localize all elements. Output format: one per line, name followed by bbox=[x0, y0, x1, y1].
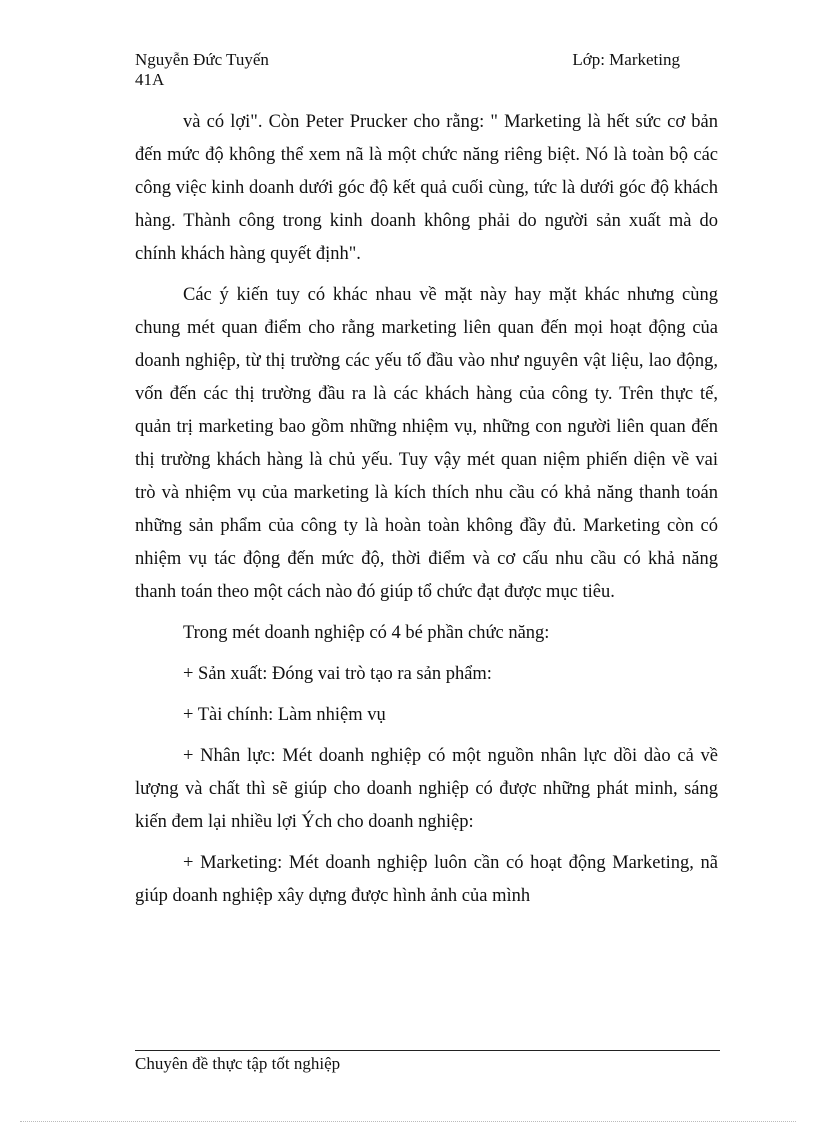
list-item-human-resources: + Nhân lực: Mét doanh nghiệp có một nguồn nhân lực dồi dào cả về lượng và chất thì sẽ giúp cho doanh nghiệp có được những phát minh, sáng kiến đem lại nhiều lợi Ých cho doanh nghiệp: bbox=[135, 746, 718, 832]
footer-divider bbox=[135, 1050, 720, 1051]
list-item-production: + Sản xuất: Đóng vai trò tạo ra sản phẩm: bbox=[183, 664, 492, 684]
list-item-marketing: + Marketing: Mét doanh nghiệp luôn cần có hoạt động Marketing, nã giúp doanh nghiệp xây dựng được hình ảnh của mình bbox=[135, 853, 718, 906]
header-row bbox=[135, 50, 720, 70]
document-body bbox=[135, 106, 718, 921]
page-header bbox=[135, 50, 720, 90]
page-bottom-edge bbox=[20, 1121, 796, 1122]
paragraph-1: và có lợi". Còn Peter Prucker cho rằng: " Marketing là hết sức cơ bản đến mức độ không thể xem nã là một chức năng riêng biệt. Nó là toàn bộ các công việc kinh doanh dưới góc độ kết quả cuối cùng, tức là dưới góc độ khách hàng. Thành công trong kinh doanh không phải do người sản xuất mà do chính khách hàng quyết định". bbox=[135, 112, 718, 264]
author-name: Nguyễn Đức Tuyến bbox=[135, 50, 269, 69]
class-label: Lớp: Marketing bbox=[572, 50, 680, 69]
paragraph-2: Các ý kiến tuy có khác nhau về mặt này hay mặt khác nhưng cùng chung mét quan điểm cho rằng marketing liên quan đến mọi hoạt động của doanh nghiệp, từ thị trường các yếu tố đầu vào như nguyên vật liệu, lao động, vốn đến các thị trường đầu ra là các khách hàng của công ty. Trên thực tế, quản trị marketing bao gồm những nhiệm vụ, những con người liên quan đến thị trường khách hàng là chủ yếu. Tuy vậy mét quan niệm phiến diện về vai trò và nhiệm vụ của marketing là kích thích nhu cầu có khả năng thanh toán những sản phẩm của công ty là hoàn toàn không đầy đủ. Marketing còn có nhiệm vụ tác động đến mức độ, thời điểm và cơ cấu nhu cầu có khả năng thanh toán theo một cách nào đó giúp tổ chức đạt được mục tiêu. bbox=[135, 285, 718, 602]
paragraph-3: Trong mét doanh nghiệp có 4 bé phần chức năng: bbox=[183, 623, 550, 643]
footer-title: Chuyên đề thực tập tốt nghiệp bbox=[135, 1054, 341, 1073]
list-item-finance: + Tài chính: Làm nhiệm vụ bbox=[183, 705, 386, 725]
class-code: 41A bbox=[135, 70, 165, 89]
